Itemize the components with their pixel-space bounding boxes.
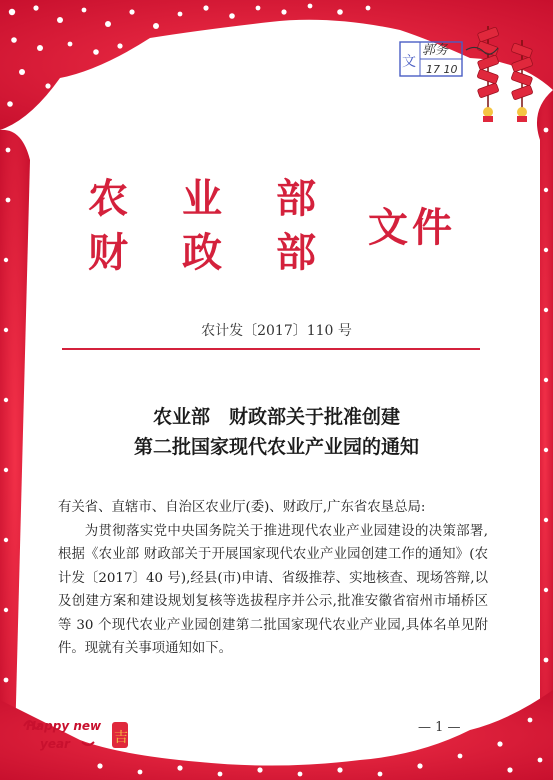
received-stamp (398, 30, 502, 86)
title-line-1: 农业部 财政部关于批准创建 (152, 406, 400, 428)
happy-new-year-logo (22, 712, 142, 756)
issuer-line-2: 财政部 (88, 229, 370, 276)
page-number: — 1 — (418, 720, 461, 735)
issuing-authorities (88, 172, 370, 280)
document-suffix: 文件 (368, 204, 456, 251)
salutation: 有关省、直辖市、自治区农业厅(委)、财政厅,广东省农垦总局: (58, 500, 426, 515)
document-number: 农计发〔2017〕110 号 (201, 323, 352, 339)
svg-text:吉: 吉 (114, 730, 128, 746)
document-body (58, 496, 488, 661)
title-line-2: 第二批国家现代农业产业园的通知 (133, 436, 419, 458)
red-divider (62, 348, 480, 350)
issuer-line-1: 农业部 (88, 175, 370, 222)
svg-text:Happy new: Happy new (26, 719, 102, 733)
stamp-char: 文 (402, 54, 416, 70)
body-paragraph: 为贯彻落实党中央国务院关于推进现代农业产业园建设的决策部署,根据《农业部 财政部关于开展国家现代农业产业园创建工作的通知》(农计发〔2017〕40 号),经县(市)申请、省级推荐、实地核查、现场答辩,以及创建方案和建设规划复核等选拔程序并公示,批准安徽省宿州市埇桥区等 30 个现代农业产业园创建第二批国家现代农业产业园,具体名单见附件。现就有关事项通知如下。 (58, 523, 488, 656)
svg-text:year: year (40, 737, 70, 751)
stamp-handwriting: 郭务 (422, 43, 449, 58)
stamp-date: 17 10 (426, 63, 458, 76)
document-title (0, 402, 553, 462)
